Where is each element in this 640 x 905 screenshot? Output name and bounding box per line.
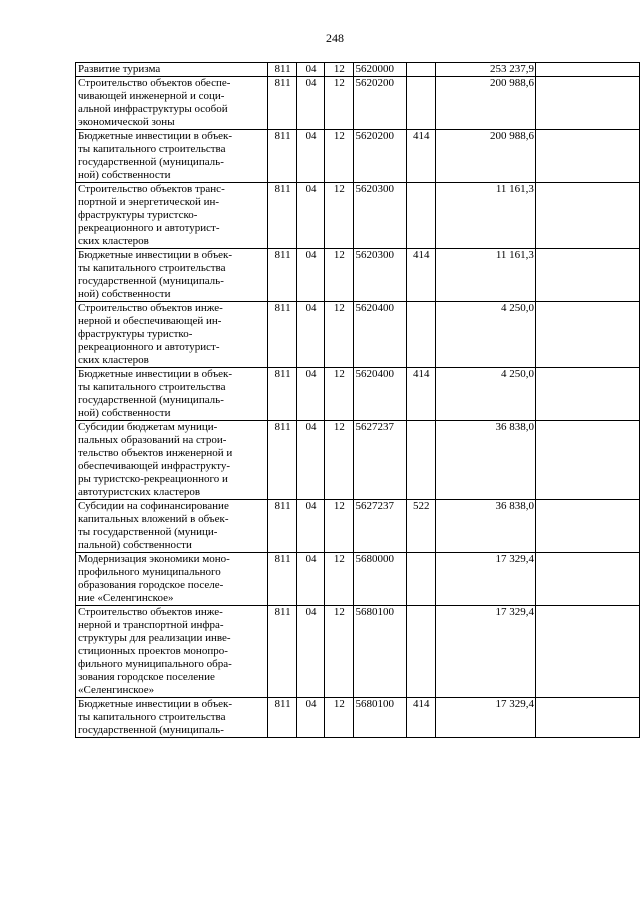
row-name-cell <box>76 421 268 500</box>
dept-code-cell: 811 <box>268 606 297 698</box>
amount-cell: 17 329,4 <box>435 606 535 698</box>
subsection-code-cell: 12 <box>325 302 353 368</box>
subsection-code-cell: 12 <box>325 183 353 249</box>
row-name-line: Строительство объектов инже- <box>78 302 223 314</box>
amount-cell: 253 237,9 <box>435 63 535 77</box>
row-name-line: структуры для реализации инве- <box>78 632 231 644</box>
row-name-line: фильного муниципального обра- <box>78 658 232 670</box>
expense-type-cell: 414 <box>406 249 435 302</box>
amount-cell: 4 250,0 <box>435 302 535 368</box>
table-row <box>76 368 640 421</box>
dept-code-cell: 811 <box>268 500 297 553</box>
target-article-cell: 5620200 <box>353 130 406 183</box>
target-article-cell: 5620200 <box>353 77 406 130</box>
row-name-line: тельство объектов инженерной и <box>78 447 233 459</box>
amount-cell: 36 838,0 <box>435 500 535 553</box>
amount-cell: 17 329,4 <box>435 553 535 606</box>
row-name-cell <box>76 249 268 302</box>
dept-code-cell: 811 <box>268 63 297 77</box>
empty-column-cell <box>535 130 639 183</box>
target-article-cell: 5620400 <box>353 302 406 368</box>
row-name-line: фраструктуры туристско- <box>78 209 198 221</box>
target-article-cell: 5620400 <box>353 368 406 421</box>
subsection-code-cell: 12 <box>325 77 353 130</box>
row-name-line: капитальных вложений в объек- <box>78 513 229 525</box>
expense-type-cell <box>406 77 435 130</box>
expense-type-cell <box>406 606 435 698</box>
row-name-line: ной) собственности <box>78 288 171 300</box>
row-name-line: Модернизация экономики моно- <box>78 553 230 565</box>
row-name-line: нерной и обеспечивающей ин- <box>78 315 222 327</box>
amount-cell: 36 838,0 <box>435 421 535 500</box>
row-name-line: экономической зоны <box>78 116 175 128</box>
target-article-cell: 5620300 <box>353 183 406 249</box>
row-name-line: государственной (муниципаль- <box>78 724 224 736</box>
dept-code-cell: 811 <box>268 698 297 738</box>
expense-type-cell <box>406 183 435 249</box>
dept-code-cell: 811 <box>268 553 297 606</box>
table-row <box>76 421 640 500</box>
row-name-line: обеспечивающей инфраструкту- <box>78 460 231 472</box>
section-code-cell: 04 <box>296 183 324 249</box>
dept-code-cell: 811 <box>268 130 297 183</box>
empty-column-cell <box>535 553 639 606</box>
page-number: 248 <box>326 31 344 45</box>
row-name-line: ты капитального строительства <box>78 262 226 274</box>
section-code-cell: 04 <box>296 130 324 183</box>
table-row <box>76 302 640 368</box>
row-name-line: ских кластеров <box>78 354 149 366</box>
empty-column-cell <box>535 606 639 698</box>
empty-column-cell <box>535 368 639 421</box>
section-code-cell: 04 <box>296 249 324 302</box>
table-row <box>76 63 640 77</box>
target-article-cell: 5620300 <box>353 249 406 302</box>
subsection-code-cell: 12 <box>325 553 353 606</box>
row-name-line: ной) собственности <box>78 407 171 419</box>
target-article-cell: 5680100 <box>353 606 406 698</box>
table-row <box>76 500 640 553</box>
row-name-line: «Селенгинское» <box>78 684 155 696</box>
expense-type-cell: 522 <box>406 500 435 553</box>
row-name-line: ры туристско-рекреационного и <box>78 473 228 485</box>
expense-type-cell: 414 <box>406 698 435 738</box>
row-name-line: Субсидии бюджетам муници- <box>78 421 218 433</box>
row-name-line: зования городское поселение <box>78 671 215 683</box>
subsection-code-cell: 12 <box>325 421 353 500</box>
row-name-line: Бюджетные инвестиции в объек- <box>78 130 233 142</box>
empty-column-cell <box>535 77 639 130</box>
row-name-line: ты государственной (муници- <box>78 526 218 538</box>
subsection-code-cell: 12 <box>325 500 353 553</box>
amount-cell: 11 161,3 <box>435 183 535 249</box>
row-name-line: ты капитального строительства <box>78 711 226 723</box>
row-name-line: государственной (муниципаль- <box>78 275 224 287</box>
row-name-cell <box>76 606 268 698</box>
target-article-cell: 5680100 <box>353 698 406 738</box>
target-article-cell: 5627237 <box>353 421 406 500</box>
table-row <box>76 130 640 183</box>
empty-column-cell <box>535 183 639 249</box>
expense-type-cell: 414 <box>406 368 435 421</box>
subsection-code-cell: 12 <box>325 63 353 77</box>
section-code-cell: 04 <box>296 77 324 130</box>
amount-cell: 200 988,6 <box>435 77 535 130</box>
amount-cell: 11 161,3 <box>435 249 535 302</box>
table-row <box>76 77 640 130</box>
row-name-line: ты капитального строительства <box>78 143 226 155</box>
row-name-line: ских кластеров <box>78 235 149 247</box>
empty-column-cell <box>535 249 639 302</box>
subsection-code-cell: 12 <box>325 368 353 421</box>
row-name-cell <box>76 302 268 368</box>
row-name-line: ты капитального строительства <box>78 381 226 393</box>
subsection-code-cell: 12 <box>325 249 353 302</box>
row-name-line: нерной и транспортной инфра- <box>78 619 224 631</box>
target-article-cell: 5680000 <box>353 553 406 606</box>
section-code-cell: 04 <box>296 368 324 421</box>
empty-column-cell <box>535 421 639 500</box>
empty-column-cell <box>535 63 639 77</box>
row-name-line: профильного муниципального <box>78 566 221 578</box>
subsection-code-cell: 12 <box>325 130 353 183</box>
expense-type-cell <box>406 553 435 606</box>
table-row <box>76 698 640 738</box>
row-name-cell <box>76 500 268 553</box>
section-code-cell: 04 <box>296 302 324 368</box>
target-article-cell: 5627237 <box>353 500 406 553</box>
row-name-cell <box>76 368 268 421</box>
row-name-line: Развитие туризма <box>78 63 161 75</box>
table-row <box>76 183 640 249</box>
row-name-line: пальных образований на строи- <box>78 434 227 446</box>
section-code-cell: 04 <box>296 606 324 698</box>
row-name-line: Строительство объектов обеспе- <box>78 77 231 89</box>
row-name-cell <box>76 553 268 606</box>
row-name-line: рекреационного и автотурист- <box>78 222 220 234</box>
section-code-cell: 04 <box>296 63 324 77</box>
row-name-line: Строительство объектов инже- <box>78 606 223 618</box>
target-article-cell: 5620000 <box>353 63 406 77</box>
table-row <box>76 553 640 606</box>
row-name-line: чивающей инженерной и соци- <box>78 90 225 102</box>
section-code-cell: 04 <box>296 421 324 500</box>
row-name-line: ние «Селенгинское» <box>78 592 174 604</box>
dept-code-cell: 811 <box>268 368 297 421</box>
row-name-line: образования городское поселе- <box>78 579 224 591</box>
row-name-cell <box>76 130 268 183</box>
row-name-line: ной) собственности <box>78 169 171 181</box>
row-name-line: Строительство объектов транс- <box>78 183 225 195</box>
row-name-line: пальной) собственности <box>78 539 192 551</box>
row-name-line: фраструктуры туристко- <box>78 328 193 340</box>
amount-cell: 200 988,6 <box>435 130 535 183</box>
empty-column-cell <box>535 698 639 738</box>
row-name-cell <box>76 63 268 77</box>
expense-type-cell <box>406 302 435 368</box>
section-code-cell: 04 <box>296 698 324 738</box>
expense-type-cell <box>406 63 435 77</box>
row-name-line: государственной (муниципаль- <box>78 394 224 406</box>
budget-table <box>75 62 640 738</box>
section-code-cell: 04 <box>296 553 324 606</box>
row-name-line: Бюджетные инвестиции в объек- <box>78 249 233 261</box>
dept-code-cell: 811 <box>268 183 297 249</box>
table-row <box>76 606 640 698</box>
subsection-code-cell: 12 <box>325 698 353 738</box>
expense-type-cell: 414 <box>406 130 435 183</box>
budget-table-body <box>76 63 640 738</box>
dept-code-cell: 811 <box>268 421 297 500</box>
subsection-code-cell: 12 <box>325 606 353 698</box>
row-name-line: Бюджетные инвестиции в объек- <box>78 368 233 380</box>
row-name-line: автотуристских кластеров <box>78 486 201 498</box>
row-name-cell <box>76 183 268 249</box>
row-name-cell <box>76 698 268 738</box>
empty-column-cell <box>535 500 639 553</box>
section-code-cell: 04 <box>296 500 324 553</box>
row-name-line: рекреационного и автотурист- <box>78 341 220 353</box>
amount-cell: 17 329,4 <box>435 698 535 738</box>
table-row <box>76 249 640 302</box>
dept-code-cell: 811 <box>268 249 297 302</box>
row-name-line: государственной (муниципаль- <box>78 156 224 168</box>
dept-code-cell: 811 <box>268 77 297 130</box>
row-name-line: альной инфраструктуры особой <box>78 103 228 115</box>
empty-column-cell <box>535 302 639 368</box>
dept-code-cell: 811 <box>268 302 297 368</box>
row-name-line: Субсидии на софинансирование <box>78 500 229 512</box>
row-name-line: Бюджетные инвестиции в объек- <box>78 698 233 710</box>
row-name-line: портной и энергетической ин- <box>78 196 220 208</box>
amount-cell: 4 250,0 <box>435 368 535 421</box>
row-name-cell <box>76 77 268 130</box>
expense-type-cell <box>406 421 435 500</box>
row-name-line: стиционных проектов монопро- <box>78 645 228 657</box>
